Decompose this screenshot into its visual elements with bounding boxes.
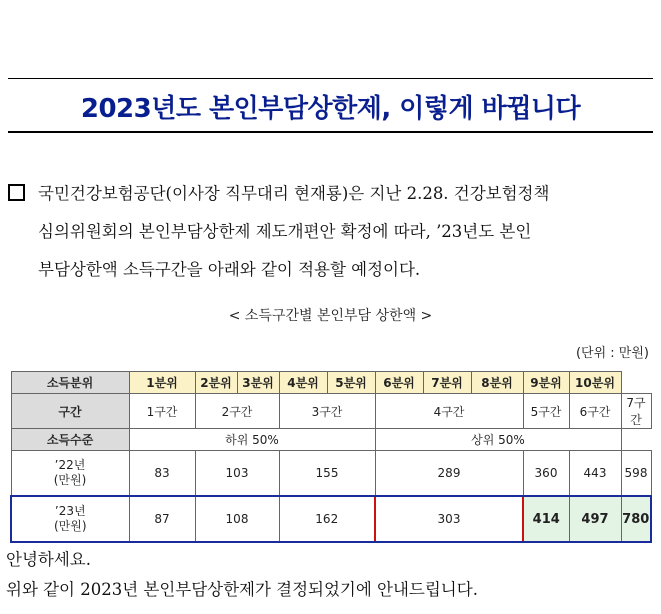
value-cell: 598: [621, 451, 651, 497]
value-cell: 103: [195, 451, 279, 497]
footer-line-1: 안녕하세요.: [6, 550, 91, 569]
value-cell-highlighted: 414: [523, 496, 569, 542]
row-label-tier: 소득분위: [11, 372, 129, 394]
tier-cell: 5분위: [327, 372, 375, 394]
bracket-cell: 3구간: [279, 394, 375, 429]
value-cell: 108: [195, 496, 279, 542]
tier-cell: 3분위: [237, 372, 279, 394]
value-cell: 162: [279, 496, 375, 542]
footer-line-2: 위와 같이 2023년 본인부담상한제가 결정되었기에 안내드립니다.: [6, 580, 478, 599]
tier-cell: 9분위: [523, 372, 569, 394]
table-row-2023: [11, 496, 651, 542]
tier-cell: 8분위: [471, 372, 523, 394]
paragraph-line-2: 심의위원회의 본인부담상한제 제도개편안 확정에 따라, ’23년도 본인: [38, 222, 532, 241]
table-row-2022: [11, 451, 651, 497]
row-label-2022-unit: (만원): [53, 473, 87, 487]
row-label-2022: [11, 451, 129, 497]
paragraph-line-1: [8, 175, 656, 213]
footer-note: [6, 545, 478, 605]
tier-cell: 7분위: [423, 372, 471, 394]
tier-cell: 1분위: [129, 372, 195, 394]
row-label-level: 소득수준: [11, 429, 129, 451]
value-cell: 83: [129, 451, 195, 497]
value-cell: 289: [375, 451, 523, 497]
row-label-2023-year: ’23년: [54, 504, 86, 518]
paragraph-line-3: 부담상한액 소득구간을 아래와 같이 적용할 예정이다.: [38, 260, 421, 279]
value-cell: 443: [569, 451, 621, 497]
tier-cell: 6분위: [375, 372, 423, 394]
table-row-bracket: [11, 394, 651, 429]
unit-note: (단위 : 만원): [575, 346, 649, 361]
value-cell: 155: [279, 451, 375, 497]
table-caption: < 소득구간별 본인부담 상한액 >: [228, 308, 433, 324]
tier-cell: 4분위: [279, 372, 327, 394]
bracket-cell: 5구간: [523, 394, 569, 429]
page-title: 2023년도 본인부담상한제, 이렇게 바뀝니다: [80, 94, 581, 124]
bracket-cell: 6구간: [569, 394, 621, 429]
row-label-2023-unit: (만원): [53, 519, 87, 533]
bracket-cell: 2구간: [195, 394, 279, 429]
row-label-bracket: 구간: [11, 394, 129, 429]
bracket-cell: 1구간: [129, 394, 195, 429]
value-cell: 87: [129, 496, 195, 542]
tier-cell: 10분위: [569, 372, 621, 394]
row-label-2022-year: ’22년: [54, 458, 86, 472]
table-row-tier: [11, 372, 651, 394]
level-cell: 하위 50%: [129, 429, 375, 451]
paragraph-line-1-text: 국민건강보험공단(이사장 직무대리 현재룡)은 지난 2.28. 건강보험정책: [38, 184, 550, 203]
body-paragraph: [8, 175, 656, 289]
bracket-cell: 4구간: [375, 394, 523, 429]
table-row-level: [11, 429, 651, 451]
value-cell-highlighted: 497: [569, 496, 621, 542]
value-cell: 303: [375, 496, 523, 542]
value-cell-highlighted: 780: [621, 496, 651, 542]
level-cell: 상위 50%: [375, 429, 621, 451]
row-label-2023: [11, 496, 129, 542]
cap-amount-table: [10, 371, 652, 543]
value-cell: 360: [523, 451, 569, 497]
checkbox-bullet-icon: [8, 184, 25, 201]
bracket-cell: 7구간: [621, 394, 651, 429]
title-top-rule: [8, 78, 653, 79]
tier-cell: 2분위: [195, 372, 237, 394]
title-bottom-rule: [8, 131, 653, 133]
